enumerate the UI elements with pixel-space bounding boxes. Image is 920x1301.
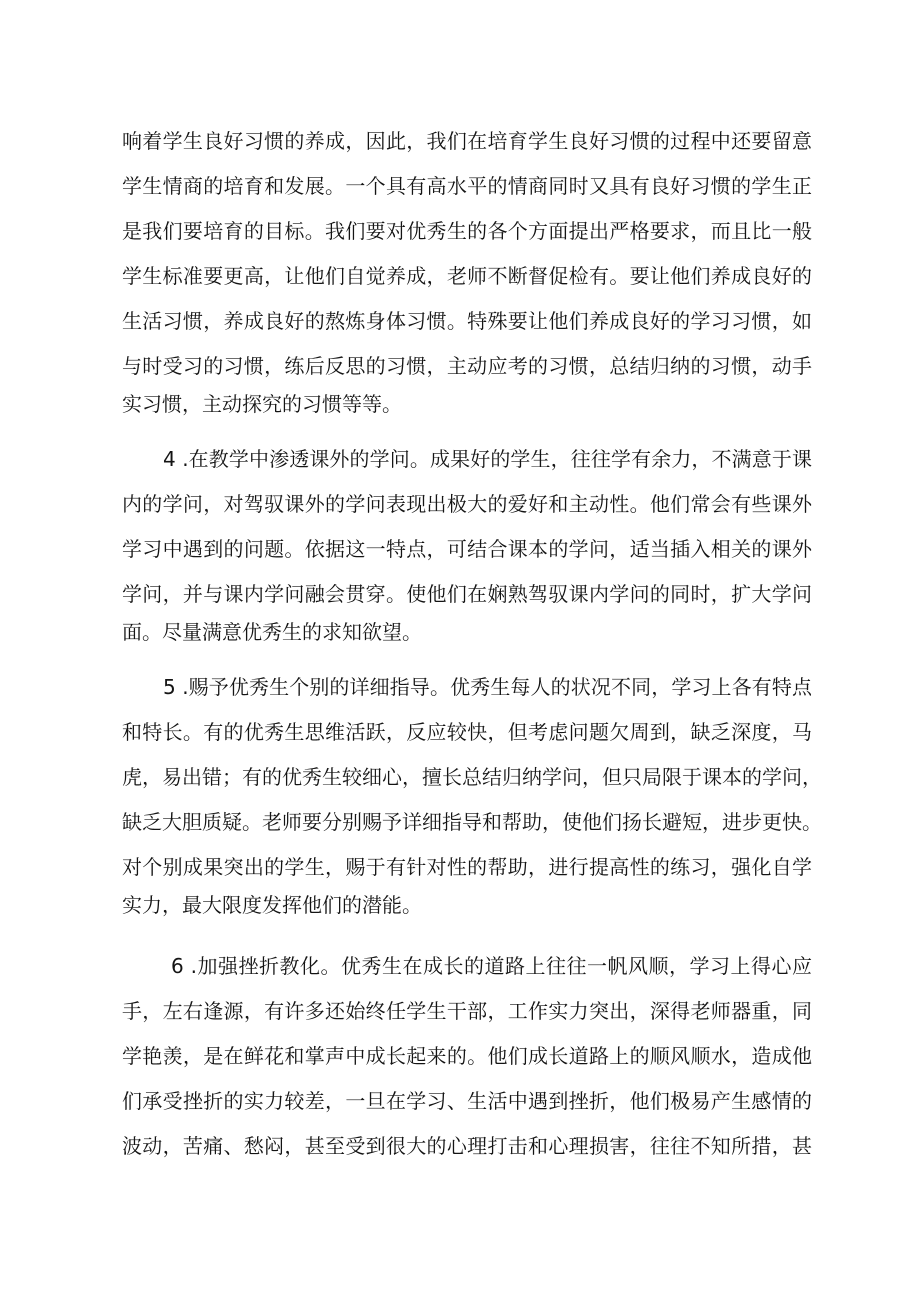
paragraph-3-line-3: 虎，易出错；有的优秀生较细心，擅长总结归纳学问，但只局限于课本的学问， <box>122 765 822 789</box>
paragraph-3-line-4: 缺乏大胆质疑。老师要分别赐予详细指导和帮助，使他们扬长避短，进步更快。 <box>122 810 822 834</box>
paragraph-2-line-1: 4 .在教学中渗透课外的学问。成果好的学生，往往学有余力，不满意于课 <box>163 447 812 471</box>
paragraph-1-line-3: 是我们要培育的目标。我们要对优秀生的各个方面提出严格要求，而且比一般 <box>122 219 812 243</box>
paragraph-2-line-3: 学习中遇到的问题。依据这一特点，可结合课本的学问，适当插入相关的课外 <box>122 537 812 561</box>
paragraph-4-line-5: 波动，苦痛、愁闷，甚至受到很大的心理打击和心理损害，往往不知所措，甚 <box>122 1134 812 1158</box>
paragraph-3-line-2: 和特长。有的优秀生思维活跃，反应较快，但考虑问题欠周到，缺乏深度，马 <box>122 720 812 744</box>
paragraph-2-line-5: 面。尽量满意优秀生的求知欲望。 <box>122 620 422 644</box>
paragraph-4-line-3: 学艳羡，是在鲜花和掌声中成长起来的。他们成长道路上的顺风顺水，造成他 <box>122 1044 812 1068</box>
paragraph-1-line-7: 实习惯，主动探究的习惯等等。 <box>122 392 402 416</box>
paragraph-1-line-1: 响着学生良好习惯的养成，因此，我们在培育学生良好习惯的过程中还要留意 <box>122 129 812 153</box>
paragraph-1-line-6: 与时受习的习惯，练后反思的习惯，主动应考的习惯，总结归纳的习惯，动手 <box>122 354 812 378</box>
paragraph-1-line-2: 学生情商的培育和发展。一个具有高水平的情商同时又具有良好习惯的学生正 <box>122 174 812 198</box>
paragraph-2-line-2: 内的学问，对驾驭课外的学问表现出极大的爱好和主动性。他们常会有些课外 <box>122 492 812 516</box>
paragraph-1-line-5: 生活习惯，养成良好的熬炼身体习惯。特殊要让他们养成良好的学习习惯，如 <box>122 309 812 333</box>
paragraph-2-line-4: 学问，并与课内学问融会贯穿。使他们在娴熟驾驭课内学问的同时，扩大学问 <box>122 582 812 606</box>
paragraph-4-line-4: 们承受挫折的实力较差，一旦在学习、生活中遇到挫折，他们极易产生感情的 <box>122 1089 812 1113</box>
paragraph-1-line-4: 学生标准要更高，让他们自觉养成，老师不断督促检有。要让他们养成良好的 <box>122 264 812 288</box>
paragraph-3-line-5: 对个别成果突出的学生，赐于有针对性的帮助，进行提高性的练习，强化自学 <box>122 855 812 879</box>
paragraph-3-line-6: 实力，最大限度发挥他们的潜能。 <box>122 893 422 917</box>
paragraph-4-line-2: 手，左右逢源，有许多还始终任学生干部，工作实力突出，深得老师器重，同 <box>122 999 812 1023</box>
paragraph-4-line-1: 6 .加强挫折教化。优秀生在成长的道路上往往一帆风顺，学习上得心应 <box>171 954 812 978</box>
paragraph-3-line-1: 5 .赐予优秀生个别的详细指导。优秀生每人的状况不同，学习上各有特点 <box>163 675 812 699</box>
